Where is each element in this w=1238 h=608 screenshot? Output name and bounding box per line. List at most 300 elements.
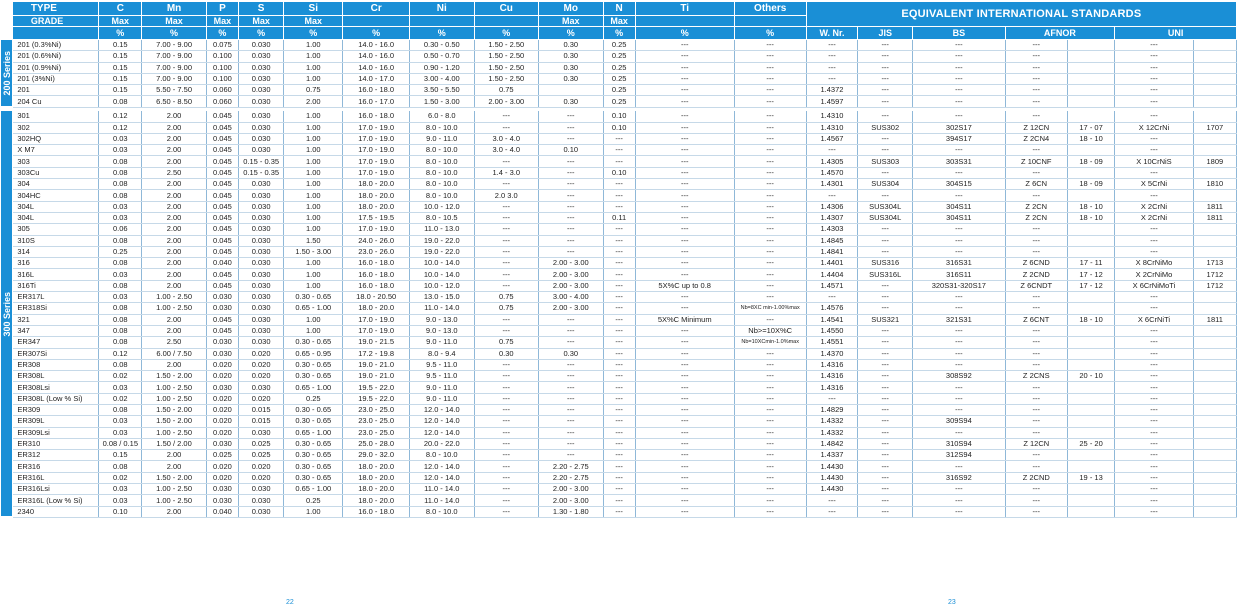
value-cell: --- [806, 62, 858, 73]
value-cell: 0.12 [99, 111, 142, 122]
value-cell: 0.030 [206, 337, 238, 348]
value-cell: --- [1005, 450, 1067, 461]
value-cell: 1811 [1193, 201, 1236, 212]
value-cell: 1712 [1193, 280, 1236, 291]
value-cell: --- [474, 111, 539, 122]
value-cell: 23.0 - 26.0 [343, 246, 410, 257]
value-cell: --- [635, 85, 734, 96]
unit-label: % [343, 27, 410, 40]
value-cell [1193, 235, 1236, 246]
value-cell: 0.08 [99, 314, 142, 325]
value-cell: 23.0 - 25.0 [343, 405, 410, 416]
max-label: Max [539, 16, 604, 27]
value-cell: --- [539, 337, 604, 348]
value-cell: 0.25 [284, 393, 343, 404]
value-cell: --- [734, 292, 806, 303]
value-cell: --- [858, 224, 913, 235]
value-cell: 0.25 [284, 495, 343, 506]
value-cell: 0.75 [474, 85, 539, 96]
value-cell: 1.4541 [806, 314, 858, 325]
value-cell: --- [913, 348, 1005, 359]
value-cell: 16.0 - 18.0 [343, 269, 410, 280]
value-cell [1193, 337, 1236, 348]
value-cell: --- [913, 427, 1005, 438]
value-cell: 310S94 [913, 438, 1005, 449]
value-cell: 11.0 - 13.0 [410, 224, 475, 235]
value-cell: 2.20 - 2.75 [539, 461, 604, 472]
value-cell: --- [913, 325, 1005, 336]
unit-label: % [206, 27, 238, 40]
value-cell: 2.00 [142, 506, 207, 517]
value-cell: 0.020 [206, 427, 238, 438]
value-cell: 2.00 - 3.00 [539, 484, 604, 495]
value-cell: --- [858, 73, 913, 84]
value-cell: --- [734, 201, 806, 212]
value-cell: Z 2CND [1005, 472, 1067, 483]
value-cell: 0.040 [206, 506, 238, 517]
page-number-left: 22 [286, 599, 294, 606]
grade-cell: ER307Si [13, 348, 99, 359]
value-cell [1067, 190, 1114, 201]
value-cell: 1.50 - 2.00 [142, 371, 207, 382]
value-cell: 0.045 [206, 111, 238, 122]
value-cell: SUS316 [858, 258, 913, 269]
unit-label: % [635, 27, 734, 40]
value-cell: --- [635, 393, 734, 404]
value-cell: 1.4829 [806, 405, 858, 416]
value-cell: --- [539, 359, 604, 370]
value-cell: --- [539, 450, 604, 461]
value-cell: --- [1005, 73, 1067, 84]
value-cell: 1707 [1193, 122, 1236, 133]
value-cell: 19.0 - 22.0 [410, 246, 475, 257]
value-cell: --- [734, 190, 806, 201]
value-cell: 0.020 [206, 461, 238, 472]
series-label: 200 Series [1, 50, 12, 96]
value-cell [1067, 405, 1114, 416]
value-cell: --- [635, 484, 734, 495]
value-cell: 1.4372 [806, 85, 858, 96]
value-cell: 0.03 [99, 269, 142, 280]
value-cell [1193, 167, 1236, 178]
value-cell: 0.08 [99, 325, 142, 336]
value-cell: --- [1115, 495, 1193, 506]
table-row [1, 201, 1237, 212]
value-cell: --- [734, 405, 806, 416]
value-cell: 1.00 [284, 62, 343, 73]
value-cell: 1.4842 [806, 438, 858, 449]
value-cell: --- [913, 167, 1005, 178]
element-header: S [239, 2, 284, 16]
value-cell: 0.03 [99, 495, 142, 506]
grade-cell: ER309 [13, 405, 99, 416]
value-cell: SUS316L [858, 269, 913, 280]
value-cell: 0.25 [603, 62, 635, 73]
value-cell: 1.4307 [806, 212, 858, 223]
value-cell: 1.4430 [806, 461, 858, 472]
value-cell: --- [1005, 62, 1067, 73]
value-cell: --- [858, 348, 913, 359]
value-cell: 0.65 - 1.00 [284, 382, 343, 393]
table-row [1, 405, 1237, 416]
value-cell: --- [734, 506, 806, 517]
value-cell: --- [913, 73, 1005, 84]
value-cell: --- [474, 371, 539, 382]
value-cell: --- [734, 212, 806, 223]
value-cell: 0.045 [206, 325, 238, 336]
value-cell: 1.00 [284, 280, 343, 291]
value-cell: 10.0 - 14.0 [410, 269, 475, 280]
grade-cell: 347 [13, 325, 99, 336]
value-cell: 0.06 [99, 224, 142, 235]
table-row [1, 179, 1237, 190]
value-cell: --- [474, 156, 539, 167]
element-header: Cr [343, 2, 410, 16]
value-cell: 0.030 [239, 190, 284, 201]
grade-cell: 204 Cu [13, 96, 99, 107]
value-cell: 1.00 [284, 201, 343, 212]
value-cell: --- [603, 371, 635, 382]
value-cell: --- [858, 145, 913, 156]
value-cell: 17 - 12 [1067, 280, 1114, 291]
unit-label: % [474, 27, 539, 40]
value-cell: 16.0 - 18.0 [343, 258, 410, 269]
value-cell: 0.30 - 0.65 [284, 416, 343, 427]
value-cell: 1.4401 [806, 258, 858, 269]
value-cell: 17.0 - 19.0 [343, 325, 410, 336]
value-cell: --- [734, 51, 806, 62]
value-cell: 1.4337 [806, 450, 858, 461]
value-cell: 1.00 [284, 190, 343, 201]
value-cell: --- [734, 314, 806, 325]
value-cell: 0.030 [239, 235, 284, 246]
value-cell: 17.0 - 19.0 [343, 167, 410, 178]
grade-cell: 316L [13, 269, 99, 280]
value-cell: 8.0 - 10.0 [410, 167, 475, 178]
value-cell: 0.03 [99, 212, 142, 223]
value-cell: --- [1005, 292, 1067, 303]
value-cell: 0.060 [206, 96, 238, 107]
composition-table [1, 2, 1237, 518]
value-cell: --- [1115, 461, 1193, 472]
value-cell [1067, 167, 1114, 178]
value-cell: --- [1115, 484, 1193, 495]
value-cell: 1.50 - 2.00 [142, 405, 207, 416]
value-cell: --- [806, 73, 858, 84]
grade-cell: 305 [13, 224, 99, 235]
value-cell: 308S92 [913, 371, 1005, 382]
value-cell: --- [603, 314, 635, 325]
value-cell: 0.030 [206, 382, 238, 393]
value-cell: --- [913, 495, 1005, 506]
value-cell: --- [474, 224, 539, 235]
value-cell: --- [1005, 359, 1067, 370]
table-row [1, 314, 1237, 325]
value-cell: 1.30 - 1.80 [539, 506, 604, 517]
value-cell: --- [734, 167, 806, 178]
value-cell: --- [474, 382, 539, 393]
value-cell: 0.25 [603, 51, 635, 62]
value-cell: --- [913, 111, 1005, 122]
table-row [1, 145, 1237, 156]
value-cell: 1811 [1193, 212, 1236, 223]
value-cell [1193, 325, 1236, 336]
value-cell: 2.00 [142, 269, 207, 280]
value-cell: --- [858, 506, 913, 517]
value-cell: --- [913, 303, 1005, 314]
value-cell: 1.4316 [806, 382, 858, 393]
value-cell: 0.020 [239, 348, 284, 359]
value-cell: 0.30 - 0.65 [284, 461, 343, 472]
value-cell: 304S11 [913, 201, 1005, 212]
value-cell: --- [603, 450, 635, 461]
value-cell: 0.030 [239, 325, 284, 336]
value-cell: 0.100 [206, 51, 238, 62]
element-header: C [99, 2, 142, 16]
value-cell: 16.0 - 18.0 [343, 85, 410, 96]
standard-header: W. Nr. [806, 27, 858, 40]
value-cell: 2.00 [142, 190, 207, 201]
value-cell: 18 - 10 [1067, 201, 1114, 212]
value-cell: --- [913, 506, 1005, 517]
value-cell: 0.030 [239, 224, 284, 235]
value-cell: --- [734, 133, 806, 144]
value-cell: 0.030 [206, 438, 238, 449]
value-cell: 2.0 3.0 [474, 190, 539, 201]
value-cell [1193, 62, 1236, 73]
value-cell: 0.10 [603, 167, 635, 178]
value-cell: --- [1115, 235, 1193, 246]
table-row [1, 495, 1237, 506]
value-cell: --- [1115, 133, 1193, 144]
standard-header: BS [913, 27, 1005, 40]
value-cell: --- [913, 461, 1005, 472]
value-cell: --- [913, 62, 1005, 73]
value-cell: --- [858, 427, 913, 438]
value-cell: --- [858, 40, 913, 51]
value-cell [1067, 246, 1114, 257]
value-cell: --- [635, 438, 734, 449]
value-cell: --- [603, 235, 635, 246]
value-cell: --- [603, 495, 635, 506]
value-cell: 18 - 09 [1067, 179, 1114, 190]
table-row [1, 235, 1237, 246]
value-cell: 1.00 [284, 156, 343, 167]
value-cell: 17.2 - 19.8 [343, 348, 410, 359]
value-cell: 394S17 [913, 133, 1005, 144]
value-cell: --- [603, 269, 635, 280]
value-cell: --- [1115, 325, 1193, 336]
grade-cell: ER347 [13, 337, 99, 348]
value-cell: 29.0 - 32.0 [343, 450, 410, 461]
value-cell: 0.045 [206, 280, 238, 291]
value-cell: 1712 [1193, 269, 1236, 280]
value-cell: 0.30 - 0.65 [284, 359, 343, 370]
value-cell: 1.00 - 2.50 [142, 495, 207, 506]
value-cell: --- [474, 122, 539, 133]
value-cell: --- [734, 224, 806, 235]
value-cell: 8.0 - 10.0 [410, 156, 475, 167]
value-cell: --- [1115, 40, 1193, 51]
value-cell: 1.4316 [806, 359, 858, 370]
unit-label: % [239, 27, 284, 40]
grade-cell: 302HQ [13, 133, 99, 144]
value-cell: --- [858, 382, 913, 393]
value-cell: 0.030 [239, 85, 284, 96]
value-cell: Z 2CND [1005, 269, 1067, 280]
value-cell: 0.15 [99, 62, 142, 73]
value-cell: --- [539, 111, 604, 122]
value-cell: --- [913, 40, 1005, 51]
value-cell: --- [539, 382, 604, 393]
value-cell: 0.020 [239, 472, 284, 483]
value-cell: --- [603, 484, 635, 495]
value-cell [1193, 438, 1236, 449]
value-cell: 1.4316 [806, 371, 858, 382]
value-cell: 0.25 [603, 96, 635, 107]
value-cell: --- [1115, 382, 1193, 393]
value-cell: 1.00 [284, 212, 343, 223]
value-cell: --- [734, 495, 806, 506]
header-spacer [1, 16, 13, 27]
value-cell: 1.50 - 2.50 [474, 73, 539, 84]
value-cell: 0.08 [99, 258, 142, 269]
value-cell: 2.00 - 3.00 [539, 269, 604, 280]
value-cell: 0.045 [206, 190, 238, 201]
value-cell: --- [858, 472, 913, 483]
value-cell: --- [539, 167, 604, 178]
value-cell: --- [1005, 506, 1067, 517]
value-cell: --- [603, 292, 635, 303]
value-cell: 1.4310 [806, 111, 858, 122]
max-label [635, 16, 734, 27]
value-cell: 0.30 - 0.65 [284, 438, 343, 449]
value-cell: 2.00 - 3.00 [539, 280, 604, 291]
value-cell: 23.0 - 25.0 [343, 416, 410, 427]
value-cell: --- [1115, 292, 1193, 303]
value-cell: 12.0 - 14.0 [410, 472, 475, 483]
value-cell: 0.030 [239, 382, 284, 393]
value-cell: 0.30 [474, 348, 539, 359]
value-cell: --- [539, 416, 604, 427]
value-cell: --- [1005, 96, 1067, 107]
value-cell: --- [913, 359, 1005, 370]
value-cell: 1811 [1193, 314, 1236, 325]
value-cell: 2.00 - 3.00 [539, 495, 604, 506]
value-cell: 0.30 [539, 40, 604, 51]
value-cell: 2.00 [142, 133, 207, 144]
grade-cell: X M7 [13, 145, 99, 156]
value-cell: 0.030 [239, 73, 284, 84]
value-cell: --- [474, 484, 539, 495]
value-cell: 1.4845 [806, 235, 858, 246]
value-cell: --- [474, 450, 539, 461]
value-cell [1067, 145, 1114, 156]
value-cell: 18 - 10 [1067, 133, 1114, 144]
value-cell [1193, 292, 1236, 303]
grade-cell: 314 [13, 246, 99, 257]
value-cell: --- [635, 224, 734, 235]
grade-cell: ER308Lsi [13, 382, 99, 393]
value-cell: 0.75 [474, 337, 539, 348]
value-cell [1193, 484, 1236, 495]
value-cell: --- [474, 325, 539, 336]
value-cell: --- [1005, 427, 1067, 438]
value-cell: 0.75 [284, 85, 343, 96]
value-cell: 2.00 [142, 246, 207, 257]
value-cell: --- [858, 96, 913, 107]
value-cell: 0.65 - 1.00 [284, 427, 343, 438]
value-cell: 16.0 - 18.0 [343, 506, 410, 517]
element-header: P [206, 2, 238, 16]
table-row [1, 325, 1237, 336]
value-cell: --- [858, 111, 913, 122]
value-cell: --- [858, 438, 913, 449]
value-cell: --- [734, 246, 806, 257]
value-cell [1067, 348, 1114, 359]
grade-cell: ER308L [13, 371, 99, 382]
value-cell: --- [603, 133, 635, 144]
value-cell: 18.0 - 20.0 [343, 484, 410, 495]
value-cell: --- [603, 382, 635, 393]
value-cell: --- [474, 461, 539, 472]
value-cell: 1.00 [284, 73, 343, 84]
element-header: Mo [539, 2, 604, 16]
value-cell: 0.03 [99, 133, 142, 144]
value-cell: --- [1115, 224, 1193, 235]
value-cell: 18.0 - 20.0 [343, 495, 410, 506]
value-cell: --- [858, 484, 913, 495]
value-cell: SUS303 [858, 156, 913, 167]
value-cell: 2.00 [142, 280, 207, 291]
value-cell: 18.0 - 20.50 [343, 292, 410, 303]
value-cell: --- [603, 325, 635, 336]
value-cell: --- [1005, 111, 1067, 122]
value-cell: 0.03 [99, 416, 142, 427]
value-cell: --- [858, 405, 913, 416]
value-cell: 1.00 [284, 133, 343, 144]
element-header: Cu [474, 2, 539, 16]
value-cell: Nb>=10X%C [734, 325, 806, 336]
value-cell [1067, 506, 1114, 517]
value-cell: 320S31-320S17 [913, 280, 1005, 291]
value-cell: --- [635, 506, 734, 517]
value-cell: --- [1005, 40, 1067, 51]
value-cell: 1.00 [284, 145, 343, 156]
value-cell: 0.045 [206, 235, 238, 246]
table-row [1, 359, 1237, 370]
value-cell: --- [913, 393, 1005, 404]
value-cell: 0.030 [239, 201, 284, 212]
value-cell: --- [603, 427, 635, 438]
value-cell: --- [474, 235, 539, 246]
value-cell [1193, 382, 1236, 393]
value-cell: 0.030 [239, 427, 284, 438]
table-row [1, 292, 1237, 303]
value-cell: 2.00 [142, 461, 207, 472]
value-cell: 0.025 [206, 450, 238, 461]
value-cell: --- [858, 167, 913, 178]
value-cell: 0.03 [99, 427, 142, 438]
value-cell: --- [734, 484, 806, 495]
value-cell [1193, 190, 1236, 201]
value-cell: --- [1115, 348, 1193, 359]
value-cell: --- [806, 495, 858, 506]
value-cell: 18 - 10 [1067, 212, 1114, 223]
value-cell: --- [806, 393, 858, 404]
value-cell [1067, 73, 1114, 84]
value-cell: 0.15 [99, 450, 142, 461]
